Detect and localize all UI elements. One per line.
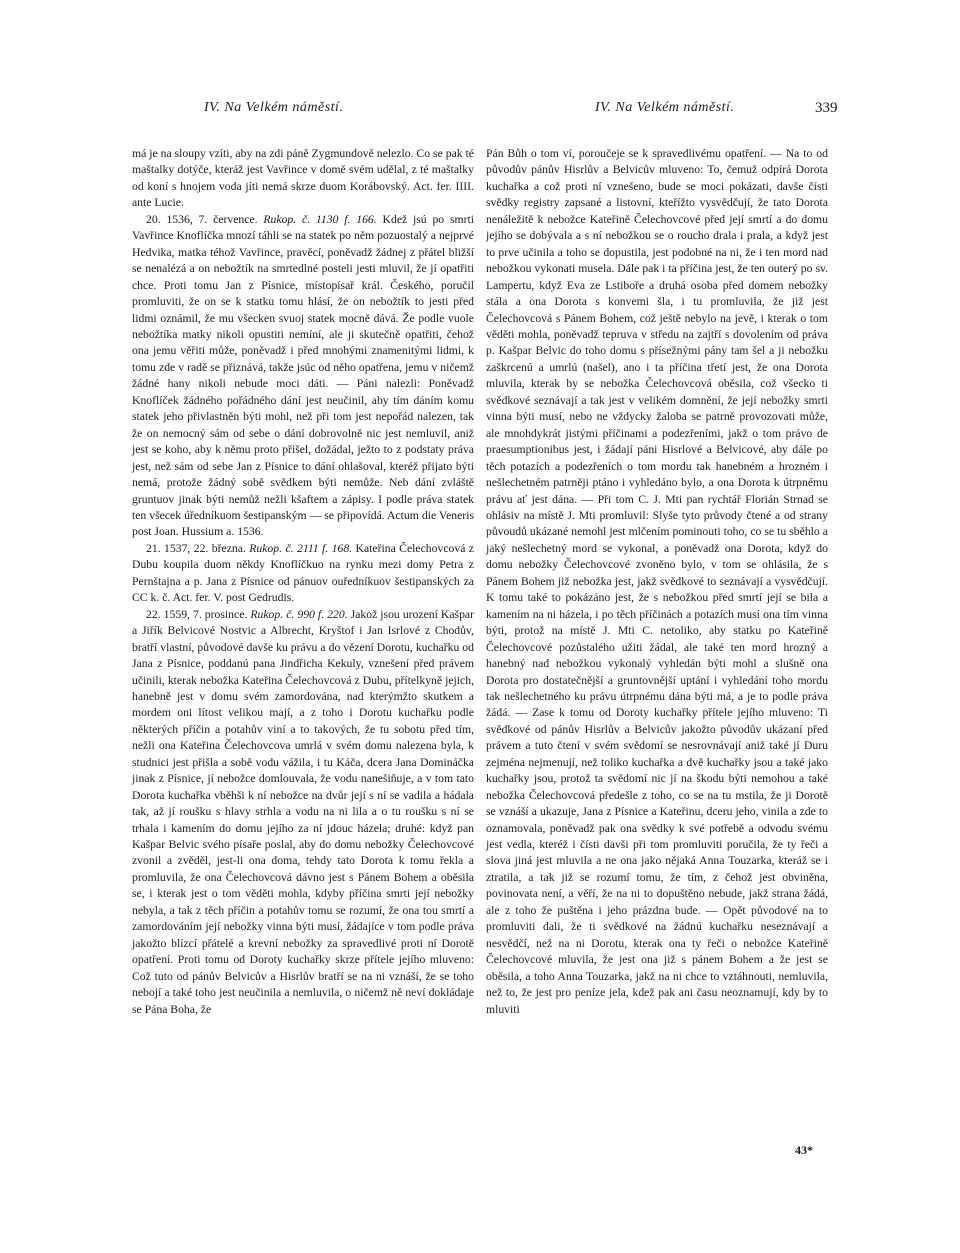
left-column bbox=[132, 146, 474, 1018]
entry-date: 1559, 7. prosince. bbox=[163, 607, 248, 621]
entry-reference: Rukop. č. 1130 f. 166. bbox=[263, 212, 377, 226]
running-title-right: IV. Na Velkém náměstí. bbox=[595, 100, 735, 115]
entry-20 bbox=[132, 212, 474, 541]
entry-date: 1537, 22. března. bbox=[164, 541, 246, 555]
paragraph: má je na sloupy vzíti, aby na zdi páně Zygmundově nelezlo. Co se pak té maštalky dotýče, kteráž jest Vavřince v domě svém udělal, z té maštalky od koní s hnojem voda jíti nemá skrze duom Korábovský. Act. fer. IIII. ante Lucie. bbox=[132, 147, 474, 210]
paragraph: Pán Bůh o tom ví, poroučeje se k spravedlivému opatření. — Na to od původův pánův Hisrlův a Belvicův mluveno: To, čemuž odpírá Dorota kuchařka a což proti ní vznešeno, bude se moci pokázati, davše čísti svědky registry zapsané a listovní, kteřížto vysvědčují, že tato Dorota nenáležitě k nebožce Kateřině Čelechovcové před její smrtí a do domu jejího se dobývala a s ní nebožkou se o roucho drala i prala, a když jest to prve učinila a toho se dopustila, jest podobné na ni, že i ten mord nad nebožkou vykonati musela. Dále pak i ta příčina jest, že ten outerý po sv. Lampertu, když Eva ze Lstiboře a druhá osoba před domem nebožky stála a ona Dorota s konvemi šla, i tu promluvila, že již jest Čelechovcová s Pánem Bohem, což ještě nebylo na jevě, i kterak o tom věděti mohla, poněvadž tepruva v středu na zajtří s dovolením od práva p. Kašpar Belvic do toho domu s přísežnými pány tam šel a ji nebožku zaškrcenú a umrlú (našel), ano i ta příčina třetí jest, že ona Dorota mluvila, kterak by se nebožka Čelechovcová oběsila, což všecko ti svědkové seznávají a tak jest v velikém domnění, že její nebožky smrti vinna býti musí, nebo ne vždycky žaloba se patrně provozovati může, ale mnohdykrát jistými příčinami a podezřeními, jakž o tom právo de praesumptionibus jest, i žádají páni Hisrlové a Belvicové, aby dále po těch potazích a podezřeních o tom mordu tak hanebném a hrozném i nešlechetném patrněji ptáno i vyhledáno bylo, a ona Dorota k útrpnému právu ať jest dána. — Při tom C. J. Mti pan rychtář Florián Strnad se ohlásiv na místě J. Mti promluvil: Slyše tyto průvody čtené a od strany půvoudů ukázané nemohl jest mlčením pominouti toho, co se tu sběhlo a jaký nešlechetný mord se vykonal, a poněvadž ona Dorota, když do domu nebožky Čelechovcové zvoněno bylo, v tom se ohlásila, že s Pánem Bohem již nebožka jest, jakž svědkové to seznávají a vysvědčují. K tomu také to pokázáno jest, že s nebožkou před smrtí její se bila a kamením na ni házela, i po těch příčinách a potazích musí ona tím vinna býti, protož na místě J. Mti C. netoliko, aby statku po Kateřině Čelechovcové pozůstalého užiti žádal, ale také ten mord hrozný a hanebný nad nebožkou vykonalý vyhledán býti mohl a slušně ona Dorota pro dostatečnější a gruntovnější uptání i vyhledání toho mordu tak nešlechetného ku právu útrpnému dána býti má, a je to podle práva žádá. — Zase k tomu od Doroty kuchařky přítele jejího mluveno: Ti svědkové od pánův Hisrlův a Belvicův jakožto původův ukázaní před právem a tuto čtení v svém svědomí se nesrovnávají aniž také jí Duru zejména nejmenují, než toliko kuchařka a dvě kuchařky jsou a také jako kuchařky jsou, protož ta svědomí nic jí na škodu býti nemohou a také nebožka Čelechovcová předešle z toho, co se na tu mstila, že ji Dorotě se vznáší a ukazuje, Jana z Písnice a Kateřinu, dceru jeho, vinila a zde to oznamovala, poněvadž pak ona svědky k své potřebě a odvodu svému jest vedla, kteréž i čísti davši při tom promluviti poručila, že ty řeči a slova jiná jest mluvila a ne ona jako nějaká Anna Touzarka, kteráž se i ztratila, a tak již se rozumí tomu, že tím, z čehož jest obviněna, povinovata není, a věří, že na ni to dopuštěno nebude, jakž strana žádá, ale z toho že puštěna i jeho prázdna bude. — Opět původové na to promluviti dali, že ti svědkové na žádnú kuchařku neseznávají a nesvědčí, než na ni Dorotu, kterak ona ty řeči o nebožce Kateřině Čelechovcové mluvila, že jest ona již s pánem Bohem a že jest se oběsila, a toho Anna Touzarka, jakž na ni chce to vztáhnouti, nemluvila, než to, že jest pro peníze jela, kdež pak ani času neoznamují, kdy by to mluviti bbox=[486, 147, 828, 1016]
running-title-left: IV. Na Velkém náměstí. bbox=[204, 100, 344, 115]
right-column bbox=[486, 146, 828, 1018]
entry-reference: Rukop. č. 2111 f. 168. bbox=[249, 541, 353, 555]
page-header bbox=[0, 100, 960, 124]
entry-number: 22. bbox=[146, 607, 161, 621]
entry-text: Kdež jsú po smrti Vavřince Knoflíčka mnozí táhli se na statek po něm pozuostalý a nejprvé Hedvika, matka téhož Vavřince, pravěcí, poněvadž žádnej z přátel bližší se nenalézá a on nebožtík na smrtedlné posteli jesti mluvil, že jí opatřiti chce. Proti tomu Jan z Písnice, místopísař král. Českého, poručil promluviti, že on se k statku tomu hlásí, že on nebožtík to jesti před lidmi oznámil, že mu všecken svuoj statek mocně dává. Že podle vuole nebožtíka matky nikoli opustiti nemíní, ale ji skutečně opatřiti, čehož ona jemu věřiti může, poněvadž i před mnohými znamenitými lidmi, k tomu zde v radě se přiznává, takže jsúc od něho opatřena, jemu v ničemž žádné hany nikoli nebude moci dáti. — Páni nalezli: Poněvadž Knoflíček žádného pořádného dání jest neučinil, aby tím dáním komu statek jeho přivlastněn býti mohl, než při tom jest nepořád nalezen, tak že on nemocný sám od sebe o dání dobrovolně nic jest nemluvil, aniž jest se koho, aby k němu proto přišel, dožádal, ježto to z podstaty práva jest, než sám od sebe Jan z Písnice to dání ohlašoval, kteréž přijato býti nemá, protože žádný sobě svědkem býti nemůže. Neb dání zvláště gruntuov jinak býti nemůž nežli kšaftem a zápisy. I podle práva statek ten všecek úředníkuom šestipanským — se připovídá. Actum die Veneris post Joan. Hussium a. 1536. bbox=[132, 212, 474, 539]
entry-text: Jakož jsou urození Kašpar a Jiřík Belvicové Nostvic a Albrecht, Kryštof i Jan Isrlové z Chodův, bratří vlastní, původové davše ku právu a do vězení Dorotu, kuchařku od Jana z Písnice, poddanú pana Jindřicha Kekuly, vznešení před právem učinili, kterak nebožka Kateřina Čelechovcová z Dubu, přítelkyně jejich, hanebně jest v domu svém zamordována, nad kterýmžto skutkem a mordem oni lítost velikou mají, a z toho i Dorotu kuchařku podle některých příčin a potahův viní a to takových, že tu sobotu před tím, nežli ona Kateřina Čelechovcova umrlá v svém domu nalezena byla, k studnici jest přišla a sobě vodu vážila, i tu Káča, dcera Jana Domináčka jinak z Písnice, jí nebožce domlouvala, že vodu nanešiňuje, a v tom tato Dorota kuchařka vběhši k ní nebožce na dvůr její s ní se vadila a hádala tak, až jí roušku s hlavy strhla a vodu na ni lila a o tu roušku s ní se trhala i kamením do domu jejího za ní jdouc házela; druhé: když pan Kašpar Belvic svého písaře poslal, aby do domu nebožky Čelechovcové zvonil a zvěděl, jest-li ona doma, tehdy tato Dorota k tomu řekla a promluvila, že ona Čelechovcová dávno jest s Pánem Bohem a oběsila se, i kterak jest o tom věděti mohla, kdyby příčina smrti její nebožky nebyla, a tak z těch příčin a potahův tomu se rozumí, že ona tou smrtí a zamordováním její nebožky vinna býti musí, žádajíce v tom podle práva jakožto blízcí přátelé a krevní nebožky za spravedlivé proti ní Dorotě opatření. Proti tomu od Doroty kuchařky skrze přítele jejího mluveno: Což tuto od pánův Belvicův a Hisrlův bratří se na ni vznáší, že se toho nebojí a také toho jest neučinila a nemluvila, o ničemž ně neví dokládaje se Pána Boha, že bbox=[132, 607, 475, 1016]
page-number: 339 bbox=[815, 100, 838, 116]
signature-mark: 43* bbox=[795, 1143, 813, 1157]
entry-22 bbox=[132, 607, 474, 1018]
entry-text: Kateřina Čelechovcová z Dubu koupila duom někdy Knoflíčkuo na rynku mezi domy Petra z Pernštajna a p. Jana z Písnice od pánuov ouředníkuov šestipanských za CC k. č. Act. fer. V. post Gedrudis. bbox=[132, 541, 474, 605]
entry-number: 21. bbox=[146, 541, 161, 555]
entry-number: 20. bbox=[146, 212, 161, 226]
entry-reference: Rukop. č. 990 f. 220. bbox=[250, 607, 348, 621]
entry-date: 1536, 7. července. bbox=[166, 212, 258, 226]
entry-21 bbox=[132, 541, 474, 607]
